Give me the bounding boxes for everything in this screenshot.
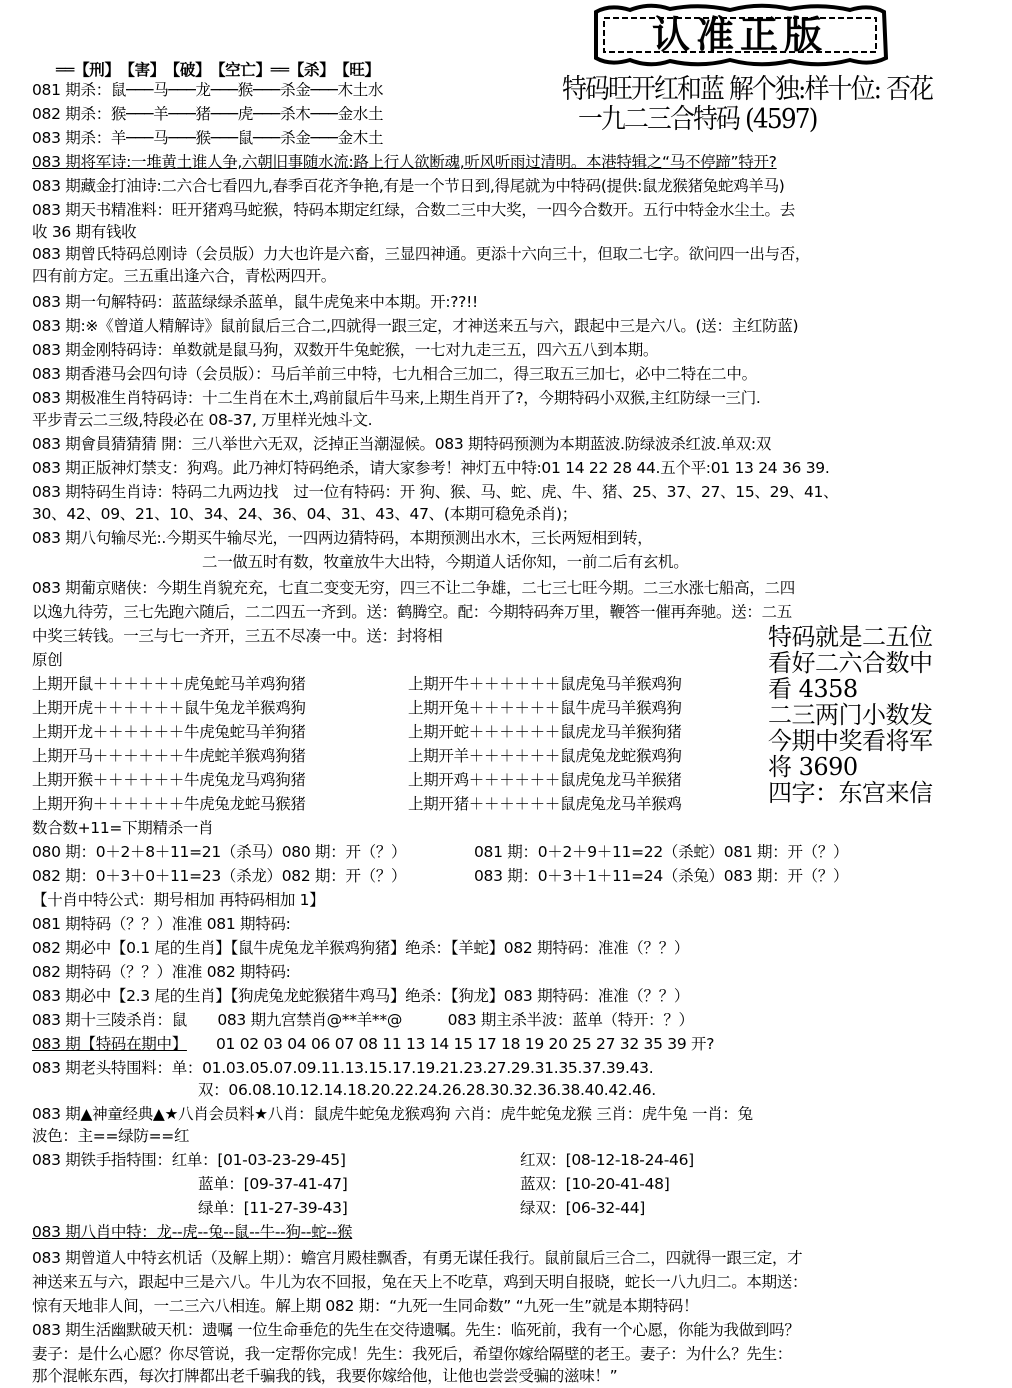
text-m6: 082 期必中【0.1 尾的生肖】【鼠牛虎兔龙羊猴鸡狗猪】绝杀：【羊蛇】082 期特码：准准（？？） xyxy=(32,939,690,957)
text-m10a: 083 期【特码在期中】 xyxy=(32,1035,187,1053)
text-m12: 双：06.08.10.12.14.18.20.22.24.26.28.30.32.36.38.40.42.46. xyxy=(198,1081,656,1099)
kill-line-081: 081 期杀：鼠───马───龙───猴───杀金───木土水 xyxy=(32,81,384,99)
text-m3a: 082 期：0＋3＋0＋11=23（杀龙）082 期：开（？） xyxy=(32,867,407,885)
text-line-21: 中奖三转钱。一三与七一齐开，三五不尽凑一中。送：封将相 xyxy=(32,627,443,645)
text-line-14: 083 期正版神灯禁支：狗鸡。此乃神灯特码绝杀，请大家参考！神灯五中特:01 14 22 28 44.五个平:01 13 24 36 39. xyxy=(32,459,830,477)
text-m18: 083 期八肖中特：龙--虎--兔--鼠--牛--狗--蛇--猴 xyxy=(32,1223,353,1241)
text-m20: 神送来五与六，跟起中三是六八。牛儿为农不回报，兔在天上不吃草，鸡到天明自报晓，蛇长一八九归二。本期送： xyxy=(32,1273,808,1291)
right-box-line: 将 3690 xyxy=(768,753,858,781)
table-row-left: 上期开狗＋＋＋＋＋＋牛虎兔龙蛇马猴猪 xyxy=(32,795,306,813)
right-top-line2: 一九二三合特码 (4597) xyxy=(578,104,817,135)
text-line-22: 原创 xyxy=(32,651,63,669)
text-line-13: 083 期會員猜猜猜 開：三八举世六无双，泛掉正当潮湿候。083 期特码预测为本期蓝波.防绿波杀红波.单双:双 xyxy=(32,435,772,453)
right-box-line: 特码就是二五位 xyxy=(768,623,933,651)
text-m5: 081 期特码（？？）准准 081 期特码: xyxy=(32,915,291,933)
table-row-left: 上期开龙＋＋＋＋＋＋牛虎兔蛇马羊狗猪 xyxy=(32,723,306,741)
text-m1: 数合数+11=下期精杀一肖 xyxy=(32,819,214,837)
text-line-9: 083 期金刚特码诗：单数就是鼠马狗，双数开牛兔蛇猴，一七对九走三五，四六五八到本期。 xyxy=(32,341,659,359)
text-m17b: 绿双：[06-32-44] xyxy=(520,1199,646,1217)
kill-line-082: 082 期杀：猴───羊───猪───虎───杀木───金水土 xyxy=(32,105,384,123)
text-m4: 【十肖中特公式：期号相加 再特码相加 1】 xyxy=(32,891,325,909)
text-m10b: 01 02 03 04 06 07 08 11 13 14 15 17 18 19 20 25 27 32 35 39 开? xyxy=(216,1035,715,1053)
right-box-line: 四字：东宫来信 xyxy=(768,779,933,807)
table-row-left: 上期开鼠＋＋＋＋＋＋虎兔蛇马羊鸡狗猪 xyxy=(32,675,306,693)
header-row: ══【刑】 【害】 【破】 【空亡】══【杀】 【旺】 xyxy=(56,61,380,79)
text-line-19: 083 期葡京赌侠：今期生肖貌充充，七直二变变无穷，四三不让二争雄，二七三七旺今期。二三水涨七船高，二四 xyxy=(32,579,795,597)
text-line-12: 平步青云二三级,特段必在 08-37, 万里样光烛斗文. xyxy=(32,411,373,429)
text-line-15: 083 期特码生肖诗：特码二九两边找 过一位有特码：开 狗、猴、马、蛇、虎、牛、猪、25、37、27、15、29、41、 xyxy=(32,483,839,501)
right-box-line: 二三两门小数发 xyxy=(768,701,933,729)
text-line-1: 083 期将军诗:一堆黄土谁人争,六朝旧事随水流:路上行人欲断魂,听风听雨过清明。本港特辑之“马不停蹄”特开? xyxy=(32,153,777,171)
kill-line-083: 083 期杀：羊───马───猴───鼠───杀金───金木土 xyxy=(32,129,384,147)
text-m13: 083 期▲神童经典▲★八肖会员料★八肖：鼠虎牛蛇兔龙猴鸡狗 六肖：虎牛蛇兔龙猴 三肖：虎牛兔 一肖：兔 xyxy=(32,1105,753,1123)
text-m2b: 081 期：0＋2＋9＋11=22（杀蛇）081 期：开（？） xyxy=(474,843,849,861)
text-line-18: 二一做五时有数，牧童放牛大出特，今期道人话你知，一前二后有玄机。 xyxy=(202,553,689,571)
text-line-7: 083 期一句解特码：蓝蓝绿绿杀蓝单，鼠牛虎兔来中本期。开:??!! xyxy=(32,293,478,311)
table-row-right: 上期开羊＋＋＋＋＋＋鼠虎兔龙蛇猴鸡狗 xyxy=(408,747,682,765)
right-box-line: 今期中奖看将军 xyxy=(768,727,933,755)
text-m11: 083 期老头特围料：单：01.03.05.07.09.11.13.15.17.19.21.23.27.29.31.35.37.39.43. xyxy=(32,1059,654,1077)
text-m21: 惊有天地非人间，一二三六八相连。解上期 082 期：“九死一生同命数” “九死一生”就是本期特码！ xyxy=(32,1297,699,1315)
text-m14: 波色：主==绿防==红 xyxy=(32,1127,190,1145)
table-row-left: 上期开马＋＋＋＋＋＋牛虎蛇羊猴鸡狗猪 xyxy=(32,747,306,765)
text-line-2: 083 期藏金打油诗:二六合七看四九,春季百花齐争艳,有是一个节日到,得尾就为中特码(提供:鼠龙猴猪兔蛇鸡羊马) xyxy=(32,177,785,195)
right-box-line: 看 4358 xyxy=(768,675,858,703)
text-m19: 083 期曾道人中特玄机话（及解上期）：蟾宫月殿桂飘香，有勇无谋任我行。鼠前鼠后三合二，四就得一跟三定，才 xyxy=(32,1249,803,1267)
table-row-left: 上期开猴＋＋＋＋＋＋牛虎兔龙马鸡狗猪 xyxy=(32,771,306,789)
text-m16a: 蓝单：[09-37-41-47] xyxy=(198,1175,348,1193)
text-line-5: 083 期曾氏特码总刚诗（会员版）力大也许是六畜，三显四神通。更添十六向三十，但取二七字。欲问四一出与否， xyxy=(32,245,811,263)
text-m8: 083 期必中【2.3 尾的生肖】【狗虎兔龙蛇猴猪牛鸡马】绝杀：【狗龙】083 期特码：准准（？？） xyxy=(32,987,690,1005)
text-line-3: 083 期天书精准料：旺开猪鸡马蛇猴，特码本期定红绿，合数二三中大奖，一四今合数开。五行中特金水尘土。去 xyxy=(32,201,795,219)
right-box-line: 看好二六合数中 xyxy=(768,649,933,677)
text-m16b: 蓝双：[10-20-41-48] xyxy=(520,1175,670,1193)
table-row-right: 上期开鸡＋＋＋＋＋＋鼠虎兔龙马羊猴猪 xyxy=(408,771,682,789)
text-line-10: 083 期香港马会四句诗（会员版）：马后羊前三中特，七九相合三加二，得三取五三加七，必中二特在二中。 xyxy=(32,365,757,383)
text-m9: 083 期十三陵杀肖：鼠 083 期九宫禁肖@**羊**@ 083 期主杀半波：蓝单（特开：？） xyxy=(32,1011,694,1029)
table-row-right: 上期开猪＋＋＋＋＋＋鼠虎兔龙马羊猴鸡 xyxy=(408,795,682,813)
text-m24: 那个混帐东西，每次打牌都出老千骗我的钱，我要你嫁给他，让他也尝尝受骗的滋味！” xyxy=(32,1367,618,1385)
table-row-right: 上期开蛇＋＋＋＋＋＋鼠虎龙马羊猴狗猪 xyxy=(408,723,682,741)
table-row-right: 上期开兔＋＋＋＋＋＋鼠牛虎马羊猴鸡狗 xyxy=(408,699,682,717)
right-top-line1: 特码旺开红和蓝 解个独:样十位: 否花 xyxy=(562,74,933,105)
text-m2a: 080 期：0＋2＋8＋11=21（杀马）080 期：开（？） xyxy=(32,843,407,861)
text-m3b: 083 期：0＋3＋1＋11=24（杀兔）083 期：开（？） xyxy=(474,867,849,885)
text-line-16: 30、42、09、21、10、34、24、36、04、31、43、47、(本期可稳免杀肖)； xyxy=(32,505,577,523)
logo-text: 认准正版 xyxy=(651,12,829,57)
text-line-6: 四有前方定。三五重出逢六合，青松两四开。 xyxy=(32,267,337,285)
text-line-17: 083 期八句输尽光:.今期买牛输尽光，一四两边猜特码，本期预测出水木，三长两短相到转， xyxy=(32,529,653,547)
text-m22: 083 期生活幽默破天机：遗嘱 一位生命垂危的先生在交待遗嘱。先生：临死前，我有一个心愿，你能为我做到吗？ xyxy=(32,1321,800,1339)
text-m15b: 红双：[08-12-18-24-46] xyxy=(520,1151,694,1169)
text-m17a: 绿单：[11-27-39-43] xyxy=(198,1199,348,1217)
text-line-4: 收 36 期有钱收 xyxy=(32,223,137,241)
text-line-8: 083 期:※《曾道人精解诗》鼠前鼠后三合二,四就得一跟三定，才神送来五与六，跟起中三是六八。(送：主红防蓝) xyxy=(32,317,799,335)
text-m7: 082 期特码（？？）准准 082 期特码: xyxy=(32,963,291,981)
table-row-right: 上期开牛＋＋＋＋＋＋鼠虎兔马羊猴鸡狗 xyxy=(408,675,682,693)
text-line-11: 083 期极准生肖特码诗：十二生肖在木土,鸡前鼠后牛马来,上期生肖开了?，今期特码小双猴,主红防绿一三门. xyxy=(32,389,761,407)
table-row-left: 上期开虎＋＋＋＋＋＋鼠牛兔龙羊猴鸡狗 xyxy=(32,699,306,717)
text-m23: 妻子：是什么心愿？你尽管说，我一定帮你完成！先生：我死后，希望你嫁给隔壁的老王。妻子：为什么？先生： xyxy=(32,1345,793,1363)
text-m15a: 083 期铁手指特围：红单：[01-03-23-29-45] xyxy=(32,1151,346,1169)
text-line-20: 以逸九待劳，三七先跑六随后，二二四五一齐到。送：鹤腾空。配：今期特码奔万里，鞭答一催再奔驰。送：二五 xyxy=(32,603,793,621)
logo-seal xyxy=(590,2,890,68)
